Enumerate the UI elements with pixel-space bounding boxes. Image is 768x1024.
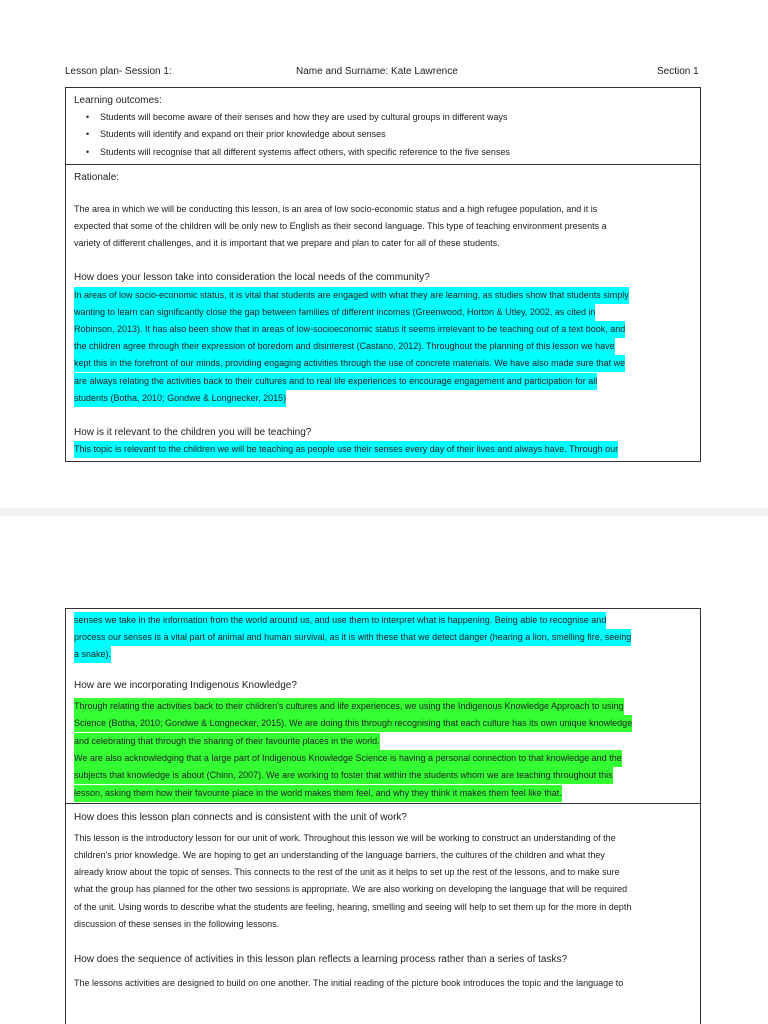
answer-indigenous-line: We are also acknowledging that a large part of Indigenous Knowledge Science is having a personal connection to that knowledge and the [74, 750, 622, 767]
outcome-item: • Students will become aware of their senses and how they are used by cultural groups in different ways [100, 112, 508, 122]
answer-community-line: students (Botha, 2010; Gondwe & Longnecker, 2015) [74, 390, 286, 407]
header-name: Name and Surname: Kate Lawrence [296, 66, 458, 77]
rationale-para-line: expected that some of the children will be only new to English as their second language. This type of teaching environment presents a [74, 221, 607, 231]
rationale-cell [66, 164, 700, 461]
question-relevance: How is it relevant to the children you will be teaching? [74, 427, 312, 438]
question-sequence: How does the sequence of activities in this lesson plan reflects a learning process rather than a series of tasks? [74, 954, 568, 965]
answer-community-line: wanting to learn can significantly close the gap between families of different incomes (Greenwood, Horton & Utley, 2002, as cited in [74, 304, 595, 321]
question-indigenous: How are we incorporating Indigenous Knowledge? [74, 680, 297, 691]
rationale-para-line: The area in which we will be conducting this lesson, is an area of low socio-economic status and a high refugee population, and it is [74, 204, 598, 214]
answer-indigenous-line: subjects that knowledge is about (Chinn, 2007). We are working to foster that within the students whom we are teaching throughout this [74, 767, 613, 784]
answer-indigenous-line: lesson, asking them how their favourite place in the world makes them feel, and why they think it makes them feel like that. [74, 785, 562, 802]
answer-relevance-line: This topic is relevant to the children we will be teaching as people use their senses every day of their lives and always have. Through our [74, 441, 618, 458]
unit-connection-cell [66, 803, 700, 1024]
answer-relevance-line: a snake). [74, 646, 111, 663]
header-lesson-plan: Lesson plan- Session 1: [65, 66, 172, 77]
answer-unit-line: already know about the topic of senses. This connects to the rest of the unit as it helps to set up the rest of the lessons, and to make sure [74, 867, 620, 877]
learning-outcomes-title: Learning outcomes: [74, 95, 162, 106]
answer-relevance-line: senses we take in the information from the world around us, and use them to interpret what is happening. Being able to recognise and [74, 612, 606, 629]
answer-unit-line: children's prior knowledge. We are hoping to get an understanding of the language barriers, the cultures of the children and what they [74, 850, 605, 860]
lesson-table-page1 [65, 87, 701, 462]
answer-community-line: the children agree through their expression of boredom and disinterest (Castano, 2012). Throughout the planning of this lesson we have [74, 338, 615, 355]
answer-community-line: are always relating the activities back to their cultures and to real life experiences to encourage engagement and participation for all [74, 373, 597, 390]
outcome-item: • Students will recognise that all different systems affect others, with specific reference to the five senses [100, 147, 510, 157]
question-community-needs: How does your lesson take into consideration the local needs of the community? [74, 272, 430, 283]
outcome-item: • Students will identify and expand on their prior knowledge about senses [100, 129, 386, 139]
answer-community-line: Robinson, 2013). It has also been show that in areas of low-socioeconomic status it seems irrelevant to be teaching out of a text book, and [74, 321, 625, 338]
answer-unit-line: discussion of these senses in the following lessons. [74, 919, 280, 929]
rationale-para-line: variety of different challenges, and it is important that we prepare and plan to cater for all of these students. [74, 238, 500, 248]
header-section: Section 1 [657, 66, 699, 77]
answer-unit-line: what the group has planned for the other two sessions is appropriate. We are also working on developing the language that will be required [74, 884, 628, 894]
answer-community-line: In areas of low socio-economic status, it is vital that students are engaged with what they are learning, as studies show that students simply [74, 287, 629, 304]
answer-indigenous-line: and celebrating that through the sharing of their favourite places in the world. [74, 733, 380, 750]
answer-relevance-line: process our senses is a vital part of animal and human survival, as it is with these that we detect danger (hearing a lion, smelling fire, seeing [74, 629, 631, 646]
answer-unit-line: This lesson is the introductory lesson for our unit of work. Throughout this lesson we will be working to construct an understanding of the [74, 833, 616, 843]
answer-indigenous-line: Through relating the activities back to their children's cultures and life experiences, we using the Indigenous Knowledge Approach to using [74, 698, 624, 715]
page-2 [0, 516, 768, 1024]
question-unit-connection: How does this lesson plan connects and is consistent with the unit of work? [74, 812, 407, 823]
relevance-continued-cell [66, 609, 700, 803]
rationale-title: Rationale: [74, 172, 120, 183]
answer-indigenous-line: Science (Botha, 2010; Gondwe & Longnecker, 2015). We are doing this through recognising that each culture has its own unique knowledge [74, 715, 632, 732]
learning-outcomes-cell [66, 88, 700, 164]
page-1 [0, 0, 768, 508]
answer-sequence-line: The lessons activities are designed to build on one another. The initial reading of the picture book introduces the topic and the language to [74, 978, 624, 988]
lesson-table-page2 [65, 608, 701, 1024]
answer-unit-line: of the unit. Using words to describe what the students are feeling, hearing, smelling and seeing will help to set them up for the more in depth [74, 902, 632, 912]
answer-community-line: kept this in the forefront of our minds, providing engaging activities through the use of concrete materials. We have also made sure that we [74, 355, 625, 372]
